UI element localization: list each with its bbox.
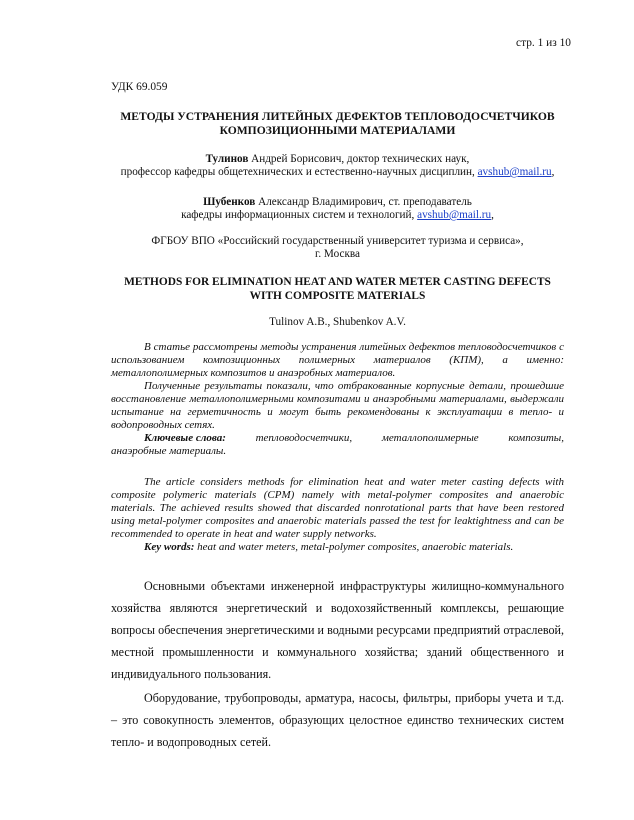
- keywords-ru-label: Ключевые слова:: [144, 432, 226, 444]
- author-1-details: Андрей Борисович, доктор технических наук,: [248, 153, 470, 165]
- author-2-details: Александр Владимирович, ст. преподаватель: [255, 196, 472, 208]
- keywords-ru-word-2: металлополимерные: [381, 432, 479, 444]
- title-ru: [111, 110, 564, 138]
- body-paragraph-2: Оборудование, трубопроводы, арматура, насосы, фильтры, приборы учета и т.д. – это совокупность элементов, образующих целостное единство технических систем тепло- и водопроводных сетей.: [111, 691, 564, 749]
- author-1-department: профессор кафедры общетехнических и естественно-научных дисциплин,: [120, 166, 478, 178]
- author-1-comma: ,: [551, 166, 555, 178]
- organization: [111, 235, 564, 261]
- keywords-ru-line-2: анаэробные материалы.: [111, 445, 227, 457]
- organization-name: ФГБОУ ВПО «Российский государственный университет туризма и сервиса»,: [151, 235, 524, 247]
- title-en: [111, 275, 564, 303]
- title-en-line1: METHODS FOR ELIMINATION HEAT AND WATER METER CASTING DEFECTS: [124, 276, 551, 288]
- title-ru-line1: МЕТОДЫ УСТРАНЕНИЯ ЛИТЕЙНЫХ ДЕФЕКТОВ ТЕПЛОВОДОСЧЕТЧИКОВ: [120, 110, 555, 123]
- author-2-comma: ,: [491, 209, 494, 221]
- keywords-en: [111, 541, 564, 554]
- authors-en: Tulinov A.B., Shubenkov A.V.: [269, 316, 406, 328]
- abstract-en-paragraph: The article considers methods for elimination heat and water meter casting defects with composite polymeric materials (CPM) namely with metal-polymer composites and anaerobic materials. The achieved results showed that discarded nonrotational parts that have been restored using metal-polymer composites and anaerobic materials passed the test for leaktightness and can be recommended to operate in heat and water supply networks.: [111, 476, 564, 540]
- keywords-en-list: heat and water meters, metal-polymer composites, anaerobic materials.: [194, 541, 514, 553]
- udk-code: УДК 69.059: [111, 81, 168, 93]
- abstract-en: [111, 476, 564, 554]
- page-number: стр. 1 из 10: [516, 37, 571, 49]
- organization-city: г. Москва: [315, 248, 360, 260]
- author-1-email-link[interactable]: avshub@mail.ru: [477, 166, 552, 178]
- author-2-surname: Шубенков: [203, 196, 256, 208]
- author-1-surname: Тулинов: [205, 153, 249, 165]
- author-2-department: кафедры информационных систем и технологий,: [181, 209, 418, 221]
- title-ru-line2: КОМПОЗИЦИОННЫМИ МАТЕРИАЛАМИ: [219, 124, 456, 137]
- abstract-ru-paragraph-1: В статье рассмотрены методы устранения литейных дефектов тепловодосчетчиков с использованием композиционных полимерных материалов (КПМ), а именно: металлополимерных композитов и анаэробных материалов.: [111, 341, 564, 379]
- abstract-ru: [111, 341, 564, 458]
- author-1: [111, 153, 564, 179]
- keywords-ru-word-1: тепловодосчетчики,: [255, 432, 353, 444]
- abstract-ru-paragraph-2: Полученные результаты показали, что отбракованные корпусные детали, прошедшие восстановление металлополимерными композитами и анаэробными материалами, выдержали испытание на герметичность и могут быть рекомендованы к эксплуатации в тепло- и водопроводных сетях.: [111, 380, 564, 431]
- title-en-line2: WITH COMPOSITE MATERIALS: [249, 290, 426, 302]
- author-2: [111, 196, 564, 222]
- body-paragraph-1: Основными объектами инженерной инфраструктуры жилищно-коммунального хозяйства являются энергетический и водохозяйственный комплексы, решающие вопросы обеспечения энергетическими и водными ресурсами предприятий отраслевой, местной промышленности и коммунального хозяйства; зданий общественного и индивидуального пользования.: [111, 579, 564, 681]
- keywords-ru: [111, 432, 564, 445]
- body-text: [111, 575, 564, 753]
- author-2-email-link[interactable]: avshub@mail.ru: [417, 209, 492, 221]
- keywords-ru-word-3: композиты,: [508, 432, 564, 444]
- keywords-en-label: Key words:: [144, 541, 195, 553]
